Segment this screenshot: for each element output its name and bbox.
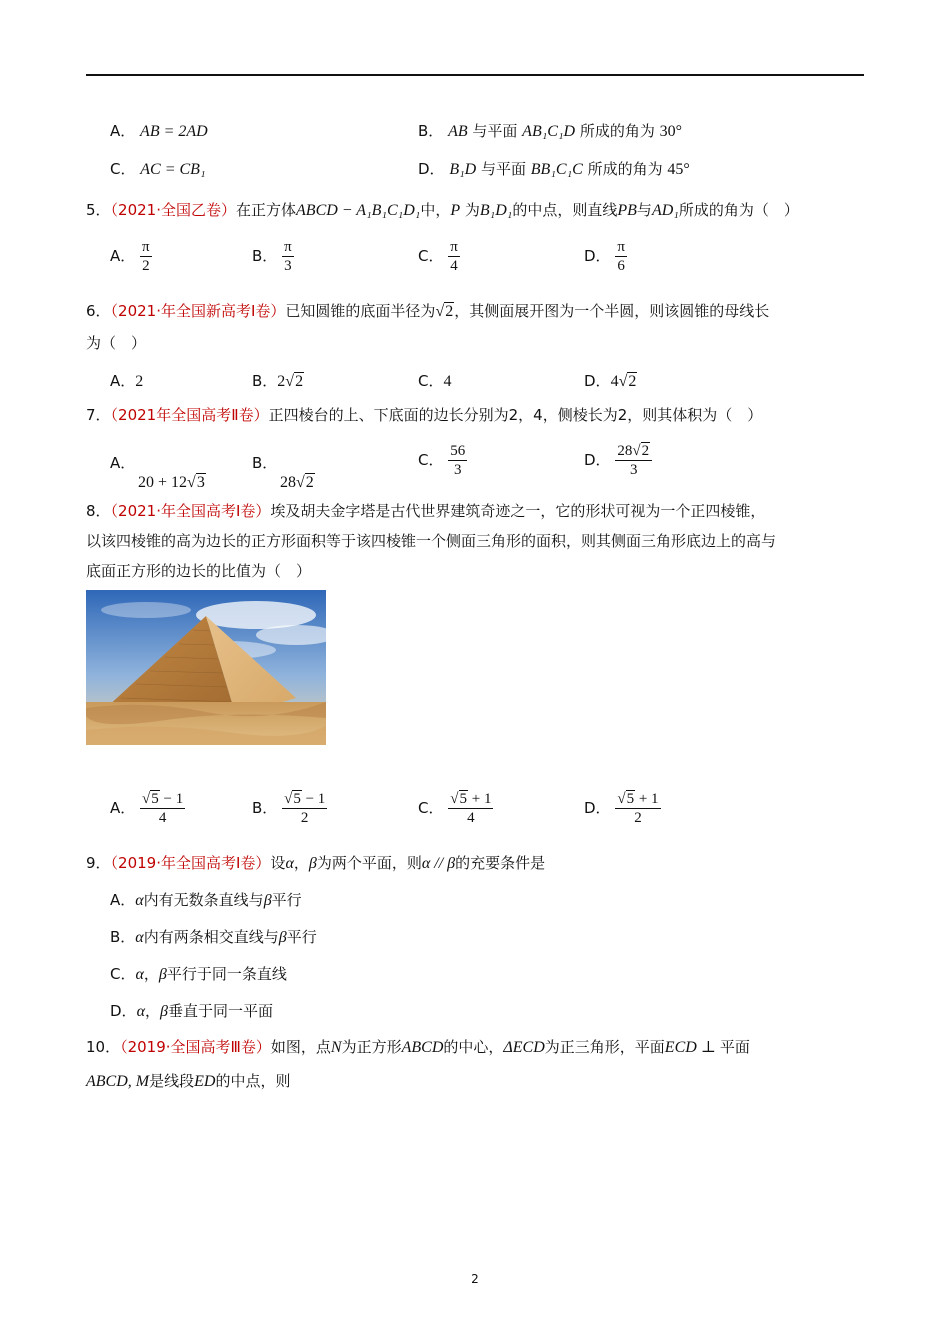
q8-source: （2021·年全国高考Ⅰ卷） [110, 502, 271, 520]
q6-option-b[interactable]: B．2√2 [252, 372, 304, 390]
fraction: $\frac{28√2}{3}$ [615, 442, 652, 479]
q8-stem-line1: 8．（2021·年全国高考Ⅰ卷）埃及胡夫金字塔是古代世界建筑奇迹之一，它的形状可视为一个正四棱锥， [86, 502, 766, 520]
q9-option-b[interactable]: B．α内有两条相交直线与β平行 [110, 928, 317, 946]
q5-source: （2021·全国乙卷） [110, 201, 236, 219]
q4-option-a[interactable]: A． AB = 2AD [110, 122, 208, 140]
q6-stem-line1: 6．（2021·年全国新高考Ⅰ卷）已知圆锥的底面半径为√2，其侧面展开图为一个半圆，则该圆锥的母线长 [86, 296, 769, 327]
q8-stem-line2: 以该四棱锥的高为边长的正方形面积等于该四棱锥一个侧面三角形的面积，则其侧面三角形底边上的高与 [86, 532, 777, 550]
q9-option-c[interactable]: C．α，β平行于同一条直线 [110, 965, 287, 983]
header-rule [86, 74, 864, 76]
fraction: $\frac{\pi}{3}$ [284, 239, 292, 274]
fraction: $\frac{√5 - 1}{4}$ [142, 791, 184, 826]
q9-option-d[interactable]: D．α，β垂直于同一平面 [110, 1002, 273, 1020]
q7-stem: 7．（2021年全国高考Ⅱ卷）正四棱台的上、下底面的边长分别为2，4，侧棱长为2，则其体积为（ ） [86, 406, 763, 424]
q5-option-a[interactable]: A． $\frac{\pi}{2}$ [110, 239, 150, 274]
sqrt: √2 [296, 474, 314, 491]
sqrt: √2 [618, 373, 637, 390]
sqrt: √3 [187, 474, 205, 491]
q9-stem: 9．（2019·年全国高考Ⅰ卷）设α，β为两个平面，则α // β的充要条件是 [86, 854, 546, 872]
page-number: 2 [471, 1272, 479, 1286]
q4-option-c[interactable]: C． AC = CB₁ [110, 160, 206, 178]
q6-option-a[interactable]: A．2 [110, 372, 144, 390]
q6-option-c[interactable]: C．4 [418, 372, 452, 390]
q8-option-c[interactable]: C． $\frac{√5 + 1}{4}$ [418, 791, 492, 826]
sqrt: √2 [435, 303, 454, 320]
fraction: $\frac{√5 - 1}{2}$ [284, 791, 326, 826]
q8-option-d[interactable]: D． $\frac{√5 + 1}{2}$ [584, 791, 659, 826]
q10-stem-line1: 10．（2019·全国高考Ⅲ卷）如图，点N为正方形ABCD的中心，ΔECD为正三角形，平面ECD ⊥ 平面 [86, 1038, 750, 1056]
q5-option-b[interactable]: B． $\frac{\pi}{3}$ [252, 239, 292, 274]
q7-option-c[interactable]: C． $\frac{56}{3}$ [418, 443, 466, 478]
q7-option-d[interactable]: D． $\frac{28√2}{3}$ [584, 442, 652, 479]
q9-option-a[interactable]: A．α内有无数条直线与β平行 [110, 891, 302, 909]
q10-stem-line2: ABCD, M是线段ED的中点，则 [86, 1072, 291, 1090]
q4-option-b[interactable]: B． AB 与平面 AB₁C₁D 所成的角为 30° [418, 122, 683, 140]
fraction: $\frac{\pi}{2}$ [142, 239, 150, 274]
fraction: $\frac{56}{3}$ [450, 443, 466, 478]
q7-source: （2021年全国高考Ⅱ卷） [110, 406, 269, 424]
fraction: $\frac{\pi}{4}$ [450, 239, 458, 274]
pyramid-photo [86, 590, 326, 745]
fraction: $\frac{√5 + 1}{2}$ [617, 791, 659, 826]
q5-option-d[interactable]: D． $\frac{\pi}{6}$ [584, 239, 625, 274]
q8-stem-line3: 底面正方形的边长的比值为（ ） [86, 562, 312, 580]
q5-stem: 5．（2021·全国乙卷）在正方体ABCD − A₁B₁C₁D₁中，P 为B₁D₁的中点，则直线PB与AD₁所成的角为（ ） [86, 201, 799, 219]
fraction: $\frac{\pi}{6}$ [617, 239, 625, 274]
sqrt: √2 [285, 373, 304, 390]
q10-source: （2019·全国高考Ⅲ卷） [120, 1038, 271, 1056]
fraction: $\frac{√5 + 1}{4}$ [450, 791, 492, 826]
q6-stem-line2: 为（ ） [86, 334, 147, 352]
q7-option-b[interactable]: B． 28√2 [252, 454, 314, 491]
q6-source: （2021·年全国新高考Ⅰ卷） [110, 302, 286, 320]
q8-option-b[interactable]: B． $\frac{√5 - 1}{2}$ [252, 791, 326, 826]
q9-source: （2019·年全国高考Ⅰ卷） [110, 854, 271, 872]
q8-option-a[interactable]: A． $\frac{√5 - 1}{4}$ [110, 791, 184, 826]
q5-option-c[interactable]: C． $\frac{\pi}{4}$ [418, 239, 458, 274]
q7-option-a[interactable]: A． 20 + 12√3 [110, 454, 205, 491]
q4-a-expr: AB = 2AD [140, 123, 208, 140]
q4-option-d[interactable]: D． B₁D 与平面 BB₁C₁C 所成的角为 45° [418, 160, 690, 178]
q6-option-d[interactable]: D．4√2 [584, 372, 637, 390]
